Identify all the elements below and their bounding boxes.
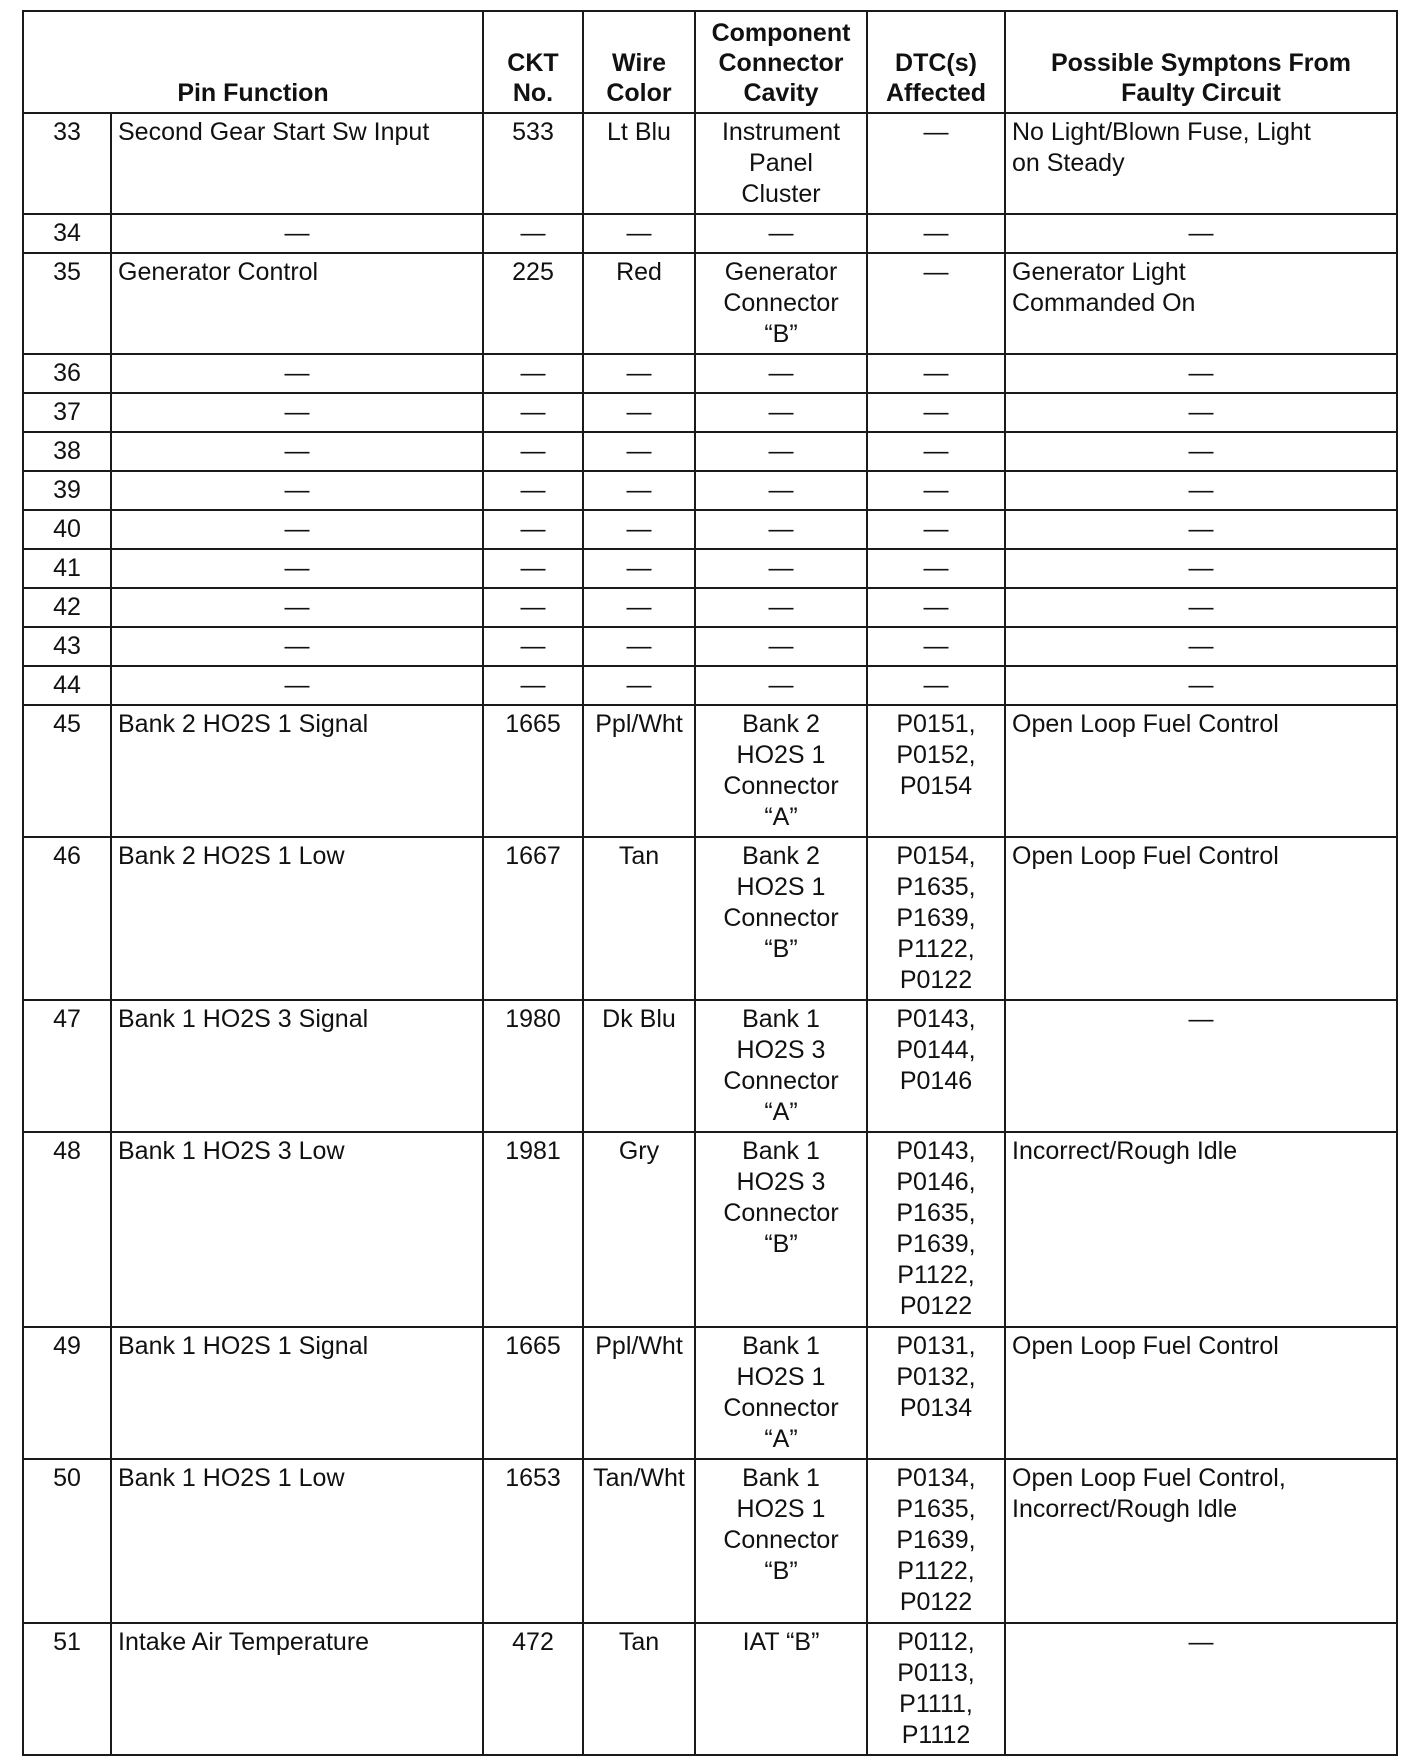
cell-symptoms: — (1005, 471, 1397, 510)
cell-wire-color: — (583, 588, 695, 627)
cell-wire-color: Gry (583, 1132, 695, 1327)
cell-symptoms: — (1005, 666, 1397, 705)
cell-wire-color: Tan/Wht (583, 1459, 695, 1622)
cell-pin-function: Intake Air Temperature (111, 1623, 483, 1755)
cell-pin-function: — (111, 354, 483, 393)
cell-dtc-affected: — (867, 471, 1005, 510)
cell-connector-cavity: — (695, 354, 867, 393)
cell-ckt-no: 533 (483, 113, 583, 214)
cell-pin-function: — (111, 432, 483, 471)
cell-ckt-no: 472 (483, 1623, 583, 1755)
cell-symptoms: — (1005, 1000, 1397, 1132)
cell-pin: 50 (23, 1459, 111, 1622)
cell-symptoms: — (1005, 549, 1397, 588)
header-ckt-no: CKT No. (483, 11, 583, 113)
cell-connector-cavity: — (695, 510, 867, 549)
cell-symptoms: Open Loop Fuel Control (1005, 837, 1397, 1000)
cell-ckt-no: — (483, 549, 583, 588)
cell-dtc-affected: — (867, 432, 1005, 471)
table-row (23, 666, 1397, 705)
header-symptoms: Possible Symptons From Faulty Circuit (1005, 11, 1397, 113)
table-row (23, 705, 1397, 837)
cell-ckt-no: — (483, 432, 583, 471)
cell-pin: 41 (23, 549, 111, 588)
header-dtc-affected: DTC(s) Affected (867, 11, 1005, 113)
table-row (23, 627, 1397, 666)
cell-wire-color: — (583, 627, 695, 666)
table-row (23, 1459, 1397, 1622)
cell-ckt-no: — (483, 627, 583, 666)
cell-connector-cavity: Bank 2 HO2S 1 Connector “B” (695, 837, 867, 1000)
cell-dtc-affected: — (867, 666, 1005, 705)
cell-pin: 42 (23, 588, 111, 627)
table-row (23, 510, 1397, 549)
table-row (23, 214, 1397, 253)
cell-dtc-affected: P0151, P0152, P0154 (867, 705, 1005, 837)
cell-symptoms: — (1005, 588, 1397, 627)
cell-pin-function: Bank 1 HO2S 3 Low (111, 1132, 483, 1327)
header-pin-function: Pin Function (23, 11, 483, 113)
cell-connector-cavity: Bank 1 HO2S 3 Connector “B” (695, 1132, 867, 1327)
cell-pin-function: — (111, 666, 483, 705)
cell-dtc-affected: P0134, P1635, P1639, P1122, P0122 (867, 1459, 1005, 1622)
cell-dtc-affected: P0154, P1635, P1639, P1122, P0122 (867, 837, 1005, 1000)
cell-symptoms: — (1005, 214, 1397, 253)
cell-connector-cavity: IAT “B” (695, 1623, 867, 1755)
cell-ckt-no: 1980 (483, 1000, 583, 1132)
cell-wire-color: Lt Blu (583, 113, 695, 214)
cell-ckt-no: — (483, 471, 583, 510)
cell-connector-cavity: Bank 2 HO2S 1 Connector “A” (695, 705, 867, 837)
cell-symptoms: — (1005, 432, 1397, 471)
cell-pin-function: Second Gear Start Sw Input (111, 113, 483, 214)
cell-pin: 38 (23, 432, 111, 471)
cell-pin-function: — (111, 510, 483, 549)
cell-pin: 48 (23, 1132, 111, 1327)
cell-connector-cavity: — (695, 588, 867, 627)
table-row (23, 1327, 1397, 1459)
cell-pin: 34 (23, 214, 111, 253)
cell-pin: 39 (23, 471, 111, 510)
cell-wire-color: — (583, 354, 695, 393)
cell-ckt-no: 1667 (483, 837, 583, 1000)
cell-wire-color: — (583, 666, 695, 705)
cell-wire-color: — (583, 549, 695, 588)
cell-wire-color: — (583, 432, 695, 471)
cell-ckt-no: 225 (483, 253, 583, 354)
cell-ckt-no: 1665 (483, 1327, 583, 1459)
cell-dtc-affected: P0112, P0113, P1111, P1112 (867, 1623, 1005, 1755)
cell-dtc-affected: P0143, P0144, P0146 (867, 1000, 1005, 1132)
table-header-row (23, 11, 1397, 113)
cell-pin: 40 (23, 510, 111, 549)
cell-pin-function: Generator Control (111, 253, 483, 354)
cell-wire-color: Tan (583, 1623, 695, 1755)
cell-pin: 46 (23, 837, 111, 1000)
table-row (23, 113, 1397, 214)
cell-symptoms: Open Loop Fuel Control (1005, 1327, 1397, 1459)
cell-pin: 35 (23, 253, 111, 354)
cell-dtc-affected: — (867, 393, 1005, 432)
table-row (23, 837, 1397, 1000)
cell-connector-cavity: — (695, 471, 867, 510)
cell-wire-color: — (583, 471, 695, 510)
cell-connector-cavity: — (695, 549, 867, 588)
table-row (23, 471, 1397, 510)
cell-pin-function: Bank 2 HO2S 1 Low (111, 837, 483, 1000)
cell-symptoms: Open Loop Fuel Control, Incorrect/Rough Idle (1005, 1459, 1397, 1622)
cell-ckt-no: — (483, 588, 583, 627)
cell-pin: 51 (23, 1623, 111, 1755)
cell-symptoms: No Light/Blown Fuse, Light on Steady (1005, 113, 1397, 214)
cell-connector-cavity: — (695, 666, 867, 705)
cell-pin-function: — (111, 471, 483, 510)
table-row (23, 1132, 1397, 1327)
cell-pin-function: Bank 2 HO2S 1 Signal (111, 705, 483, 837)
cell-pin-function: Bank 1 HO2S 1 Signal (111, 1327, 483, 1459)
cell-symptoms: — (1005, 627, 1397, 666)
cell-pin-function: Bank 1 HO2S 1 Low (111, 1459, 483, 1622)
cell-symptoms: Open Loop Fuel Control (1005, 705, 1397, 837)
cell-ckt-no: — (483, 510, 583, 549)
cell-pin: 44 (23, 666, 111, 705)
cell-pin-function: — (111, 214, 483, 253)
cell-pin: 36 (23, 354, 111, 393)
cell-connector-cavity: Bank 1 HO2S 1 Connector “A” (695, 1327, 867, 1459)
table-body (23, 113, 1397, 1755)
table-row (23, 354, 1397, 393)
cell-connector-cavity: Bank 1 HO2S 1 Connector “B” (695, 1459, 867, 1622)
cell-pin-function: Bank 1 HO2S 3 Signal (111, 1000, 483, 1132)
cell-pin: 45 (23, 705, 111, 837)
cell-symptoms: Generator Light Commanded On (1005, 253, 1397, 354)
cell-connector-cavity: Bank 1 HO2S 3 Connector “A” (695, 1000, 867, 1132)
header-cavity: Component Connector Cavity (695, 11, 867, 113)
cell-dtc-affected: — (867, 627, 1005, 666)
table-row (23, 588, 1397, 627)
cell-ckt-no: 1665 (483, 705, 583, 837)
cell-ckt-no: — (483, 354, 583, 393)
cell-wire-color: Ppl/Wht (583, 1327, 695, 1459)
table-row (23, 1000, 1397, 1132)
cell-ckt-no: — (483, 393, 583, 432)
cell-ckt-no: — (483, 214, 583, 253)
cell-symptoms: — (1005, 354, 1397, 393)
cell-connector-cavity: — (695, 627, 867, 666)
cell-pin: 33 (23, 113, 111, 214)
cell-pin-function: — (111, 627, 483, 666)
cell-wire-color: Ppl/Wht (583, 705, 695, 837)
cell-dtc-affected: P0143, P0146, P1635, P1639, P1122, P0122 (867, 1132, 1005, 1327)
cell-wire-color: Red (583, 253, 695, 354)
cell-ckt-no: 1981 (483, 1132, 583, 1327)
pin-function-table (22, 10, 1398, 1756)
cell-pin: 49 (23, 1327, 111, 1459)
cell-wire-color: Tan (583, 837, 695, 1000)
cell-dtc-affected: — (867, 253, 1005, 354)
header-wire-color: Wire Color (583, 11, 695, 113)
cell-connector-cavity: Generator Connector “B” (695, 253, 867, 354)
cell-dtc-affected: — (867, 113, 1005, 214)
cell-pin-function: — (111, 393, 483, 432)
cell-pin: 47 (23, 1000, 111, 1132)
cell-dtc-affected: — (867, 354, 1005, 393)
table-row (23, 1623, 1397, 1755)
cell-connector-cavity: — (695, 432, 867, 471)
cell-connector-cavity: Instrument Panel Cluster (695, 113, 867, 214)
cell-connector-cavity: — (695, 393, 867, 432)
cell-symptoms: — (1005, 1623, 1397, 1755)
cell-pin: 43 (23, 627, 111, 666)
cell-pin: 37 (23, 393, 111, 432)
cell-ckt-no: — (483, 666, 583, 705)
cell-symptoms: Incorrect/Rough Idle (1005, 1132, 1397, 1327)
cell-dtc-affected: — (867, 510, 1005, 549)
cell-dtc-affected: — (867, 214, 1005, 253)
cell-ckt-no: 1653 (483, 1459, 583, 1622)
cell-wire-color: — (583, 393, 695, 432)
cell-pin-function: — (111, 549, 483, 588)
cell-symptoms: — (1005, 510, 1397, 549)
table-row (23, 253, 1397, 354)
cell-wire-color: — (583, 510, 695, 549)
cell-dtc-affected: P0131, P0132, P0134 (867, 1327, 1005, 1459)
cell-dtc-affected: — (867, 588, 1005, 627)
cell-connector-cavity: — (695, 214, 867, 253)
document-sheet (22, 10, 1396, 1756)
cell-wire-color: — (583, 214, 695, 253)
cell-dtc-affected: — (867, 549, 1005, 588)
table-row (23, 432, 1397, 471)
table-row (23, 549, 1397, 588)
cell-wire-color: Dk Blu (583, 1000, 695, 1132)
cell-pin-function: — (111, 588, 483, 627)
table-row (23, 393, 1397, 432)
cell-symptoms: — (1005, 393, 1397, 432)
